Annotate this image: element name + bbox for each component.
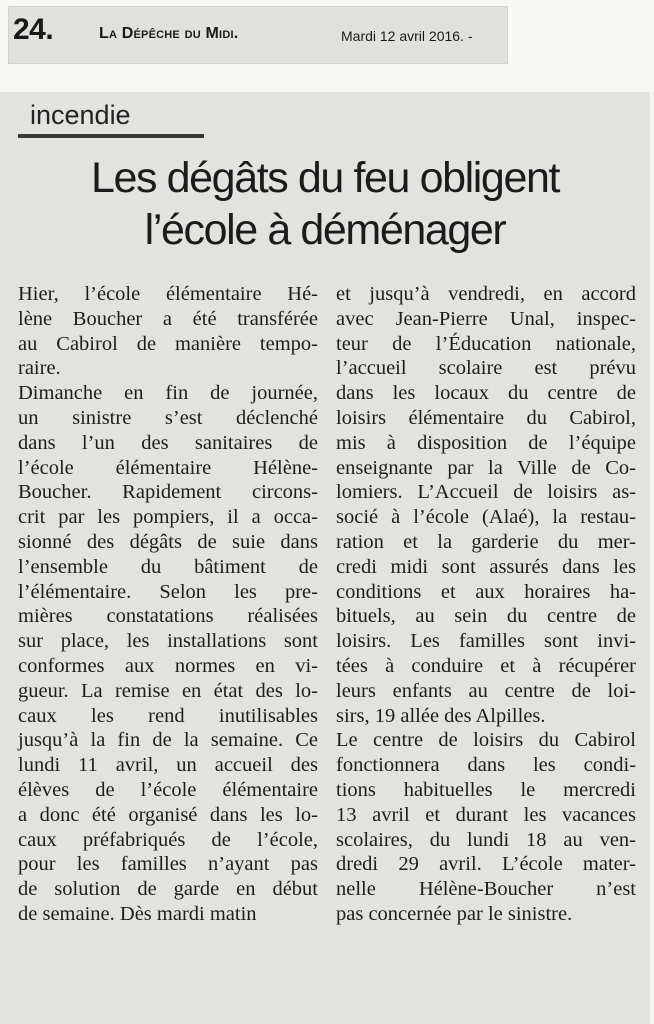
article-text-line: l’élémentaire. Selon les pre- bbox=[18, 580, 318, 603]
article-text-line: jusqu’à la fin de la semaine. Ce bbox=[18, 729, 318, 752]
page-number: 24. bbox=[13, 13, 54, 46]
article-text-line: Le centre de loisirs du Cabirol bbox=[336, 729, 636, 752]
article-headline bbox=[0, 152, 650, 256]
article-text-line: credi midi sont assurés dans les bbox=[336, 555, 636, 578]
article-text-line: tées à conduire et à récupérer bbox=[336, 654, 636, 677]
newspaper-masthead bbox=[8, 6, 508, 64]
article-rubric: incendie bbox=[30, 100, 131, 130]
article-text-line: caux préfabriqués de l’école, bbox=[18, 828, 318, 851]
article-text-line: sirs, 19 allée des Alpilles. bbox=[336, 704, 546, 727]
article-text-line: fonctionnera dans les condi- bbox=[336, 754, 636, 777]
article-text-line: bituels, au sein du centre de bbox=[336, 605, 636, 628]
article-text-line: pas concernée par le sinistre. bbox=[336, 902, 573, 925]
article-text-line: Boucher. Rapidement circons- bbox=[18, 481, 318, 504]
article-text-line: de semaine. Dès mardi matin bbox=[18, 902, 257, 925]
article-text-line: gueur. La remise en état des lo- bbox=[18, 679, 318, 702]
article-text-line: conformes aux normes en vi- bbox=[18, 654, 318, 677]
article-text-line: pour les familles n’ayant pas bbox=[18, 853, 318, 876]
article-text-line: teur de l’Éducation nationale, bbox=[336, 332, 636, 355]
article-text-line: conditions et aux horaires ha- bbox=[336, 580, 636, 603]
article-text-line: dans les locaux du centre de bbox=[336, 382, 636, 405]
article-text-line: caux les rend inutilisables bbox=[18, 704, 318, 727]
article-text-line: lundi 11 avril, un accueil des bbox=[18, 754, 318, 777]
article-text-line: Hier, l’école élémentaire Hé- bbox=[18, 283, 318, 305]
headline-line: Les dégâts du feu obligent bbox=[90, 154, 560, 202]
article-text-line: Dimanche en fin de journée, bbox=[18, 382, 318, 405]
article-text-line: enseignante par la Ville de Co- bbox=[336, 456, 636, 479]
article-text-line: lène Boucher a été transférée bbox=[18, 307, 318, 330]
article-text-line: nelle Hélène-Boucher n’est bbox=[336, 878, 636, 901]
article-text-line: scolaires, du lundi 18 au ven- bbox=[336, 828, 636, 851]
article-text-line: avec Jean-Pierre Unal, inspec- bbox=[336, 307, 636, 330]
newspaper-name: La Dépêche du Midi. bbox=[99, 25, 239, 42]
article-text-line: de solution de garde en début bbox=[18, 878, 318, 901]
article-text-line: élèves de l’école élémentaire bbox=[18, 778, 318, 801]
headline-line: l’école à déménager bbox=[144, 206, 506, 254]
article-column-left bbox=[18, 282, 318, 927]
article-text-line: l’école élémentaire Hélène- bbox=[18, 456, 318, 479]
article-text-line: loisirs. Les familles sont invi- bbox=[336, 630, 636, 653]
article-text-line: tions habituelles le mercredi bbox=[336, 778, 636, 801]
article-clipping bbox=[0, 92, 653, 1024]
article-text-line: loisirs élémentaire du Cabirol, bbox=[336, 406, 636, 429]
article-text-line: a donc été organisé dans les lo- bbox=[18, 803, 318, 826]
article-text-line: un sinistre s’est déclenché bbox=[18, 406, 318, 429]
article-text-line: et jusqu’à vendredi, en accord bbox=[336, 283, 636, 305]
publication-date: Mardi 12 avril 2016. - bbox=[341, 28, 473, 44]
article-text-line: crit par les pompiers, il a occa- bbox=[18, 506, 318, 529]
article-text-line: l’ensemble du bâtiment de bbox=[18, 555, 318, 578]
article-text-line: l’accueil scolaire est prévu bbox=[336, 357, 636, 380]
article-column-right bbox=[336, 282, 636, 927]
article-text-line: dans l’un des sanitaires de bbox=[18, 431, 318, 454]
article-text-line: au Cabirol de manière tempo- bbox=[18, 332, 318, 355]
article-text-line: dredi 29 avril. L’école mater- bbox=[336, 853, 636, 876]
article-text-line: sur place, les installations sont bbox=[18, 630, 318, 653]
article-text-line: ration et la garderie du mer- bbox=[336, 530, 636, 553]
article-text-line: lomiers. L’Accueil de loisirs as- bbox=[336, 481, 636, 504]
article-text-line: mières constatations réalisées bbox=[18, 605, 318, 628]
rubric-underline bbox=[18, 134, 204, 138]
article-text-line: 13 avril et durant les vacances bbox=[336, 803, 636, 826]
article-text-line: leurs enfants au centre de loi- bbox=[336, 679, 636, 702]
article-text-line: socié à l’école (Alaé), la restau- bbox=[336, 506, 636, 529]
article-text-line: mis à disposition de l’équipe bbox=[336, 431, 636, 454]
article-text-line: raire. bbox=[18, 357, 61, 380]
article-text-line: sionné des dégâts de suie dans bbox=[18, 530, 318, 553]
